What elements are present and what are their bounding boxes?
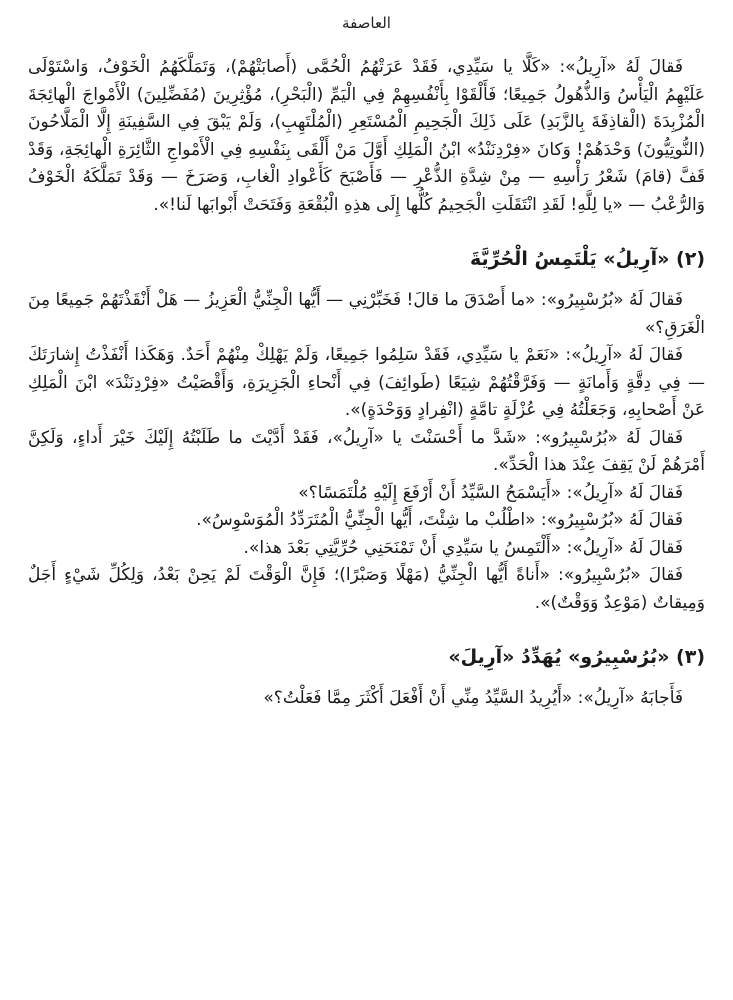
body-paragraph: فَقالَ لَهُ «آرِيلُ»: «أَلْتَمِسُ يا سَيِّدِي أَنْ تَمْنَحَنِي حُرِّيَّتِي بَعْدَ هذا». [243,537,683,558]
body-paragraph: فَقالَ لَهُ «بُرُسْبِيرُو»: «ما أَصْدَقَ ما قالَ! فَخَبِّرْنِي — أَيُّها الْجِنِّيُّ الْعَزِيزُ — هَلْ أَنْقَذْتَهُمْ جَمِيعًا مِنَ الْغَرَقِ؟» [28,290,705,338]
body-paragraph: فَقالَ لَهُ «آرِيلُ»: «أَيَسْمَحُ السَّيِّدُ أَنْ أَرْفَعَ إِلَيْهِ مُلْتَمَسًا؟» [298,482,683,503]
body-paragraph: فَقالَ «بُرُسْبِيرُو»: «أَناةً أَيُّها الْجِنِّيُّ (مَهْلًا وَصَبْرًا)؛ فَإِنَّ الْوَقْتَ لَمْ يَحِنْ بَعْدُ، وَلِكُلِّ شَيْءٍ أَجَلٌ وَمِيقاتٌ (مَوْعِدٌ وَوَقْتٌ)». [28,565,705,613]
body-paragraph: فَقالَ لَهُ «بُرُسْبِيرُو»: «اطْلُبْ ما شِئْتَ، أَيُّها الْجِنِّيُّ الْمُتَرَدِّدُ الْمُوَسْوِسُ». [196,510,683,530]
body-paragraph: فَقالَ لَهُ «بُرُسْبِيرُو»: «شَدَّ ما أَحْسَنْتَ يا «آرِيلُ»، فَقَدْ أَدَّيْتَ ما طَلَبْتُهُ إِلَيْكَ خَيْرَ أَداءٍ، وَلَكِنَّ أَمْرَهُمْ لَنْ يَقِفَ عِنْدَ هذا الْحَدِّ». [28,427,705,475]
body-paragraph: فَقالَ لَهُ «آرِيلُ»: «نَعَمْ يا سَيِّدِي، فَقَدْ سَلِمُوا جَمِيعًا، وَلَمْ يَهْلِكْ مِنْهُمْ أَحَدٌ. وَهَكَذا أَنْفَذْتُ إِشارَتَكَ — فِي دِقَّةٍ وَأَمانَةٍ — وَفَرَّقْتُهُمْ شِيَعًا (طَوائِفَ) فِي أَنْحاءِ الْجَزِيرَةِ، وَأَقْصَيْتُ «فِرْدِنَنْدَ» ابْنَ الْمَلِكِ عَنْ أَصْحابِهِ، وَجَعَلْتُهُ فِي عُزْلَةٍ تامَّةٍ (انْفِرادٍ وَوَحْدَةٍ)». [28,345,705,420]
body-paragraph: فَأَجابَهُ «آرِيلُ»: «أَيُرِيدُ السَّيِّدُ مِنِّي أَنْ أَفْعَلَ أَكْثَرَ مِمَّا فَعَلْتُ؟» [263,688,683,708]
running-header: العاصفة [342,14,391,32]
section-heading-2: (٢) «آرِيلُ» يَلْتَمِسُ الْحُرِّيَّةَ [470,248,705,270]
body-paragraph: فَقالَ لَهُ «آرِيلُ»: «كَلَّا يا سَيِّدِي، فَقَدْ عَرَتْهُمُ الْحُمَّى (أَصابَتْهُمْ)، وَتَمَلَّكَهُمُ الْخَوْفُ، وَاسْتَوْلَى عَلَيْهِمُ الْيَأْسُ وَالذُّهُولُ جَمِيعًا؛ فَأَلْقَوْا بِأَنْفُسِهِمْ فِي الْيَمِّ (الْبَحْرِ)، مُؤْثِرِينَ (مُفَضِّلِينَ) الْأَمْواجَ الْهائِجَةَ الْمُزْبِدَةَ (الْقاذِفَةَ بِالزَّبَدِ) عَلَى ذَلِكَ الْجَحِيمِ الْمُسْتَعِرِ (الْمُلْتَهِبِ)، وَلَمْ يَبْقَ فِي السَّفِينَةِ إِلَّا الْمَلَّاحُونَ (النُّوتِيُّونَ) وَحْدَهُمْ! وَكانَ «فِرْدِنَنْدُ» ابْنُ الْمَلِكِ أَوَّلَ مَنْ أَلْقَى بِنَفْسِهِ فِي الْأَمْواجِ الثَّائِرَةِ الْهائِجَةِ، وَقَدْ قَفَّ (قامَ) شَعْرُ رَأْسِهِ — مِنْ شِدَّةِ الذُّعْرِ — فَأَصْبَحَ كَأَعْوادِ الْغابِ، وَصَرَخَ — وَقَدْ تَمَلَّكَهُ الْخَوْفُ وَالرُّعْبُ — «يا لِلَّهِ! لَقَدِ انْتَقَلَتِ الْجَحِيمُ كُلُّها إِلَى هذِهِ الْبُقْعَةِ وَفَتَحَتْ أَبْوابَها لَنا!». [28,57,705,215]
section-heading-3: (٣) «بُرُسْبِيرُو» يُهَدِّدُ «آرِيلَ» [448,646,705,668]
